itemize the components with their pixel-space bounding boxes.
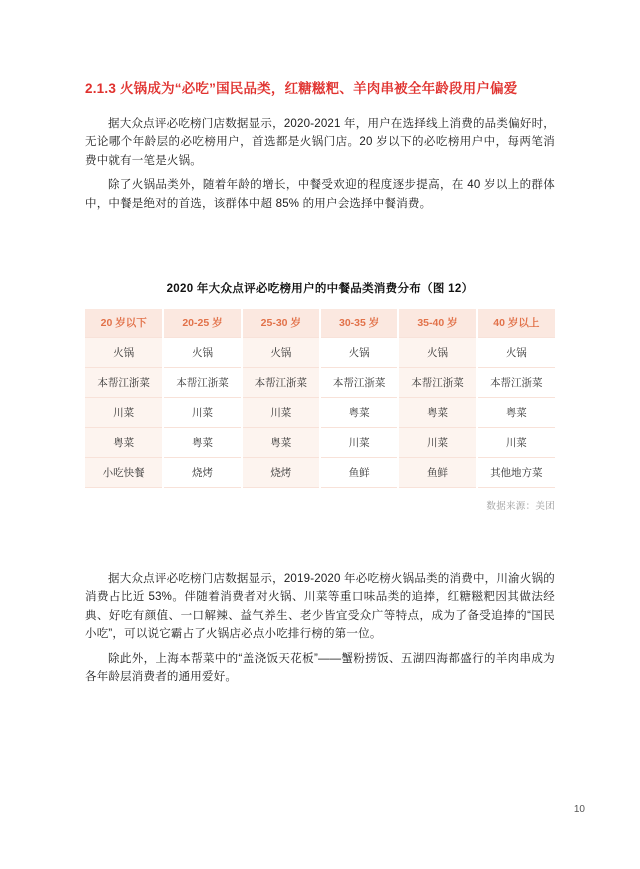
table-cell: 本帮江浙菜 (85, 367, 163, 397)
table-row (85, 337, 555, 367)
paragraph-1: 据大众点评必吃榜门店数据显示，2020-2021 年，用户在选择线上消费的品类偏好时，无论哪个年龄层的必吃榜用户，首选都是火锅门店。20 岁以下的必吃榜用户中，每两笔消费中就有一笔是火锅。 (85, 117, 555, 167)
table-block (85, 280, 555, 512)
table-cell: 川菜 (320, 427, 398, 457)
table-cell: 粤菜 (398, 397, 476, 427)
table-cell: 本帮江浙菜 (477, 367, 555, 397)
table-cell: 川菜 (477, 427, 555, 457)
table-cell: 小吃快餐 (85, 457, 163, 487)
table-cell: 粤菜 (242, 427, 320, 457)
table-cell: 本帮江浙菜 (242, 367, 320, 397)
table-header-row (85, 309, 555, 338)
table-cell: 粤菜 (85, 427, 163, 457)
table-cell: 火锅 (242, 337, 320, 367)
table-cell: 川菜 (163, 397, 241, 427)
paragraph-3: 据大众点评必吃榜门店数据显示，2019-2020 年必吃榜火锅品类的消费中，川渝火锅的消费占比近 53%。伴随着消费者对火锅、川菜等重口味品类的追捧，红糖糍粑因其做法经典、好吃有颜值、一口解辣、益气养生、老少皆宜受众广等特点，成为了备受追捧的“国民小吃”，可以说它霸占了火锅店必点小吃排行榜的第一位。 (85, 572, 555, 641)
table-header-cell: 35-40 岁 (398, 309, 476, 338)
table-row (85, 427, 555, 457)
table-cell: 火锅 (320, 337, 398, 367)
table-header-cell: 30-35 岁 (320, 309, 398, 338)
paragraph-4: 除此外，上海本帮菜中的“盖浇饭天花板”——蟹粉捞饭、五湖四海都盛行的羊肉串成为各年龄层消费者的通用爱好。 (85, 652, 555, 684)
table-cell: 本帮江浙菜 (163, 367, 241, 397)
section-heading: 2.1.3 火锅成为“必吃”国民品类，红糖糍粑、羊肉串被全年龄段用户偏爱 (85, 81, 518, 96)
table-cell: 粤菜 (163, 427, 241, 457)
data-source-note: 数据来源：美团 (486, 500, 555, 512)
table-row (85, 367, 555, 397)
page-number: 10 (573, 804, 585, 815)
table-cell: 川菜 (242, 397, 320, 427)
table-cell: 本帮江浙菜 (398, 367, 476, 397)
table-cell: 其他地方菜 (477, 457, 555, 487)
table-cell: 粤菜 (320, 397, 398, 427)
table-cell: 本帮江浙菜 (320, 367, 398, 397)
table-header-cell: 25-30 岁 (242, 309, 320, 338)
table-cell: 火锅 (398, 337, 476, 367)
table-title: 2020 年大众点评必吃榜用户的中餐品类消费分布（图 12） (166, 282, 474, 295)
table-header-cell: 20-25 岁 (163, 309, 241, 338)
table-cell: 火锅 (85, 337, 163, 367)
table-header-cell: 20 岁以下 (85, 309, 163, 338)
table-cell: 川菜 (85, 397, 163, 427)
consumption-category-table (85, 309, 555, 488)
table-body (85, 337, 555, 487)
table-cell: 火锅 (477, 337, 555, 367)
table-cell: 烧烤 (163, 457, 241, 487)
table-row (85, 457, 555, 487)
table-cell: 火锅 (163, 337, 241, 367)
table-row (85, 397, 555, 427)
page-content (85, 0, 555, 687)
table-cell: 烧烤 (242, 457, 320, 487)
table-cell: 鱼鲜 (398, 457, 476, 487)
paragraph-2: 除了火锅品类外，随着年龄的增长，中餐受欢迎的程度逐步提高，在 40 岁以上的群体中，中餐是绝对的首选，该群体中超 85% 的用户会选择中餐消费。 (85, 179, 555, 210)
table-cell: 粤菜 (477, 397, 555, 427)
table-cell: 川菜 (398, 427, 476, 457)
table-header-cell: 40 岁以上 (477, 309, 555, 338)
table-cell: 鱼鲜 (320, 457, 398, 487)
